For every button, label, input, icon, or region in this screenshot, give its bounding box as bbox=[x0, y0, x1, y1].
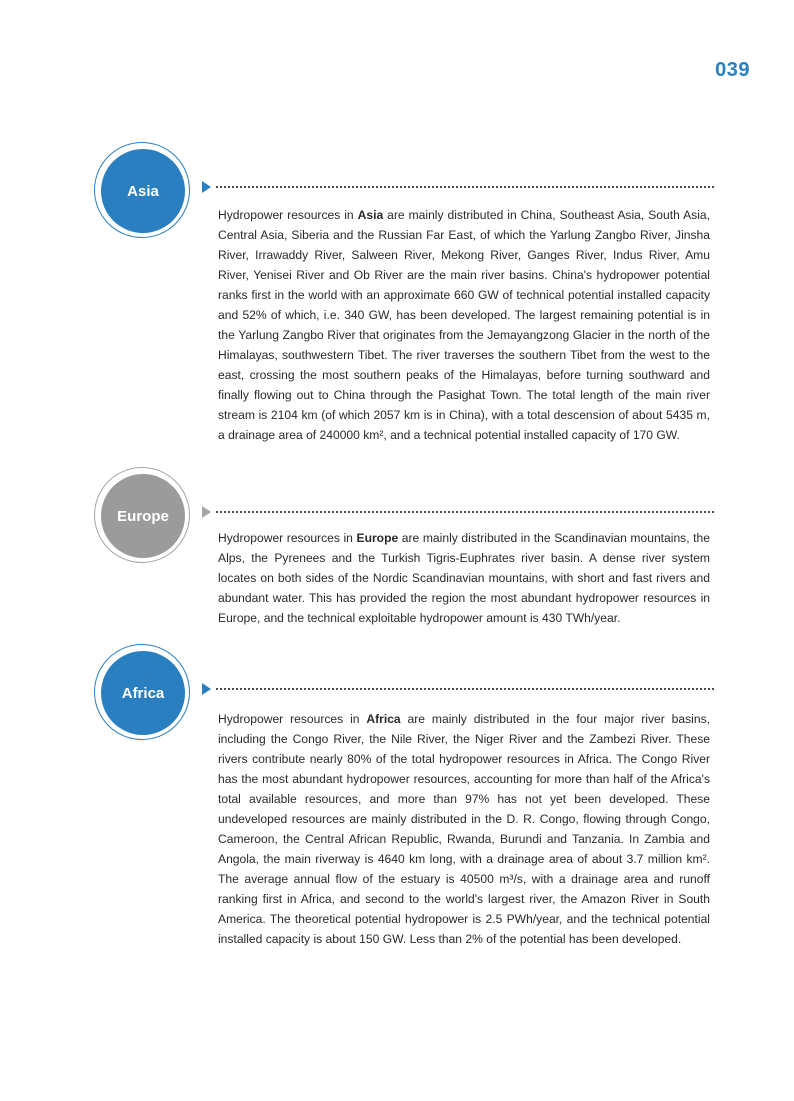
page-number: 039 bbox=[715, 59, 750, 81]
dotted-leader bbox=[202, 683, 714, 695]
paragraph-body: are mainly distributed in China, Southeast Asia, South Asia, Central Asia, Siberia and the Russian Far East, of which the Yarlung Zangbo River, Jinsha River, Irrawaddy River, Salween River, Mekong River, Ganges River, Indus River, Amu River, Yenisei River and Ob River are the main river basins. China's hydropower potential ranks first in the world with an approximate 660 GW of technical potential installed capacity and 52% of which, i.e. 340 GW, has been developed. The largest remaining potential is in the Yarlung Zangbo River that originates from the Jemayangzong Glacier in the north of the Himalayas, southwestern Tibet. The river traverses the southern Tibet from the west to the east, crossing the most southern peaks of the Himalayas, before turning southward and finally flowing out to China through the Pasighat Town. The total length of the main river stream is 2104 km (of which 2057 km is in China), with a total descension of about 5435 m, a drainage area of 240000 km², and a technical potential installed capacity of 170 GW. bbox=[218, 208, 710, 442]
dotted-line bbox=[216, 511, 714, 513]
triangle-arrow-icon bbox=[202, 506, 211, 518]
dotted-leader bbox=[202, 181, 714, 193]
paragraph-lead: Hydropower resources in bbox=[218, 712, 367, 726]
section-badge-ring bbox=[94, 142, 190, 238]
section-badge bbox=[101, 474, 185, 558]
section-badge-ring bbox=[94, 467, 190, 563]
paragraph-lead: Hydropower resources in bbox=[218, 208, 358, 222]
paragraph-body: are mainly distributed in the four major river basins, including the Congo River, the Nile River, the Niger River and the Zambezi River. These rivers contribute nearly 80% of the total hydropower resources in Africa. The Congo River has the most abundant hydropower resources, accounting for more than half of the Africa's total available resources, and more than 97% has not yet been developed. These undeveloped resources are mainly distributed in the D. R. Congo, flowing through Congo, Cameroon, the Central African Republic, Rwanda, Burundi and Tanzania. In Zambia and Angola, the main riverway is 4640 km long, with a drainage area of about 3.7 million km². The average annual flow of the estuary is 40500 m³/s, with a drainage area and runoff ranking first in Africa, and second to the world's largest river, the Amazon River in South America. The theoretical potential hydropower is 2.5 PWh/year, and the technical potential installed capacity is about 150 GW. Less than 2% of the potential has been developed. bbox=[218, 712, 710, 946]
dotted-line bbox=[216, 688, 714, 690]
triangle-arrow-icon bbox=[202, 181, 211, 193]
paragraph-region: Europe bbox=[356, 531, 399, 545]
section-badge-ring bbox=[94, 644, 190, 740]
section-paragraph bbox=[218, 709, 710, 949]
section-paragraph bbox=[218, 205, 710, 445]
section-badge bbox=[101, 651, 185, 735]
paragraph-region: Africa bbox=[366, 712, 401, 726]
paragraph-lead: Hydropower resources in bbox=[218, 531, 357, 545]
dotted-leader bbox=[202, 506, 714, 518]
section-title: Asia bbox=[127, 182, 159, 200]
section-badge bbox=[101, 149, 185, 233]
paragraph-region: Asia bbox=[357, 208, 384, 222]
section-title: Africa bbox=[121, 684, 165, 702]
section-title: Europe bbox=[117, 507, 169, 525]
paragraph-body: are mainly distributed in the Scandinavian mountains, the Alps, the Pyrenees and the Turkish Tigris-Euphrates river basin. A dense river system locates on both sides of the Nordic Scandinavian mountains, with short and fast rivers and abundant water. This has provided the region the most abundant hydropower resources in Europe, and the technical exploitable hydropower amount is 430 TWh/year. bbox=[218, 531, 710, 625]
triangle-arrow-icon bbox=[202, 683, 211, 695]
section-paragraph bbox=[218, 528, 710, 628]
dotted-line bbox=[216, 186, 714, 188]
